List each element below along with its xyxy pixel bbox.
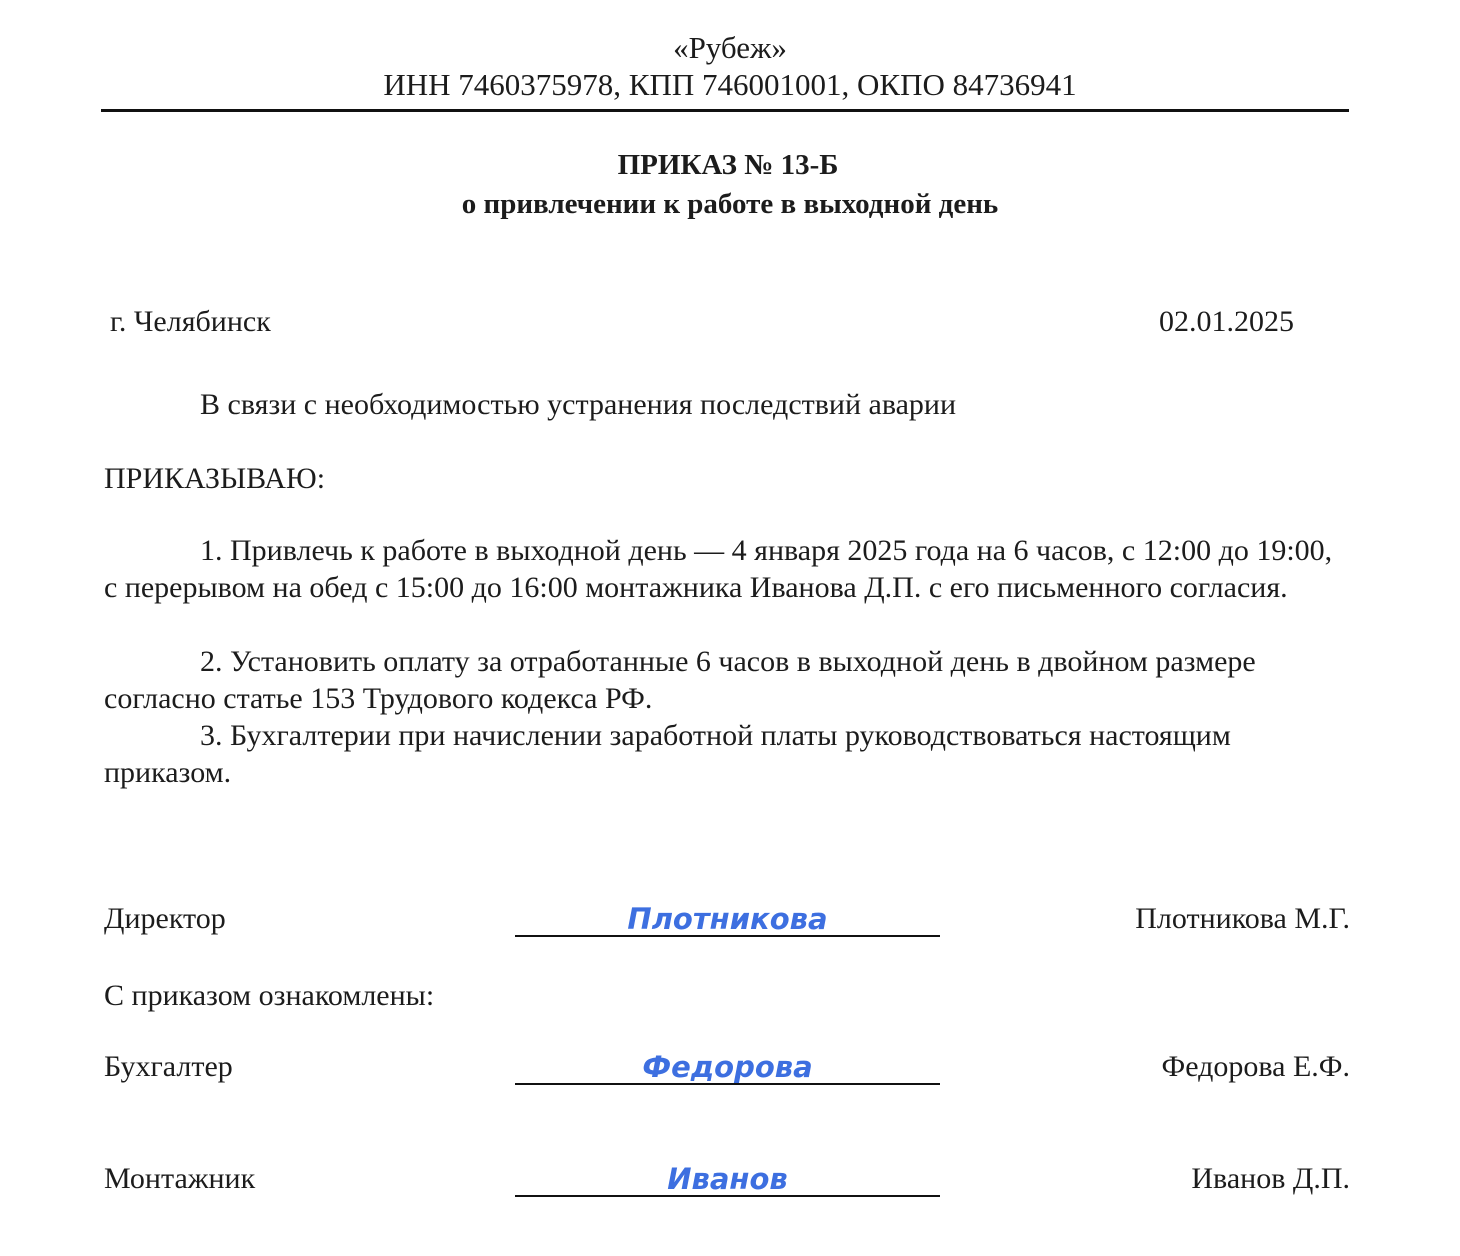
director-signature-line [515, 935, 940, 937]
accountant-name: Федорова Е.Ф. [1161, 1050, 1350, 1083]
acknowledged-label: С приказом ознакомлены: [104, 979, 435, 1012]
header-divider [101, 109, 1349, 112]
organization-name: «Рубеж» [673, 30, 787, 65]
director-role: Директор [104, 902, 226, 935]
director-handwritten-signature: Плотникова [627, 902, 828, 936]
document-title: ПРИКАЗ № 13-Б [617, 149, 839, 181]
accountant-handwritten-signature: Федорова [642, 1050, 813, 1084]
director-name: Плотникова М.Г. [1135, 902, 1350, 935]
installer-signature-line [515, 1195, 940, 1197]
installer-handwritten-signature: Иванов [667, 1162, 788, 1196]
installer-role: Монтажник [104, 1162, 256, 1195]
accountant-role: Бухгалтер [104, 1050, 233, 1083]
accountant-signature-line [515, 1083, 940, 1085]
document-subtitle: о привлечении к работе в выходной день [461, 188, 999, 220]
document-preamble: В связи с необходимостью устранения последствий аварии [200, 388, 957, 421]
document-date: 02.01.2025 [1159, 305, 1294, 338]
order-item-3: 3. Бухгалтерии при начислении заработной платы руководствоваться настоящим приказом. [104, 719, 1231, 789]
order-item-1: 1. Привлечь к работе в выходной день — 4 января 2025 года на 6 часов, с 12:00 до 19:00, с перерывом на обед с 15:00 до 16:00 монтажника Иванова Д.П. с его письменного согласия. [104, 534, 1333, 604]
installer-name: Иванов Д.П. [1191, 1162, 1350, 1195]
order-item-2: 2. Установить оплату за отработанные 6 часов в выходной день в двойном размере согласно статье 153 Трудового кодекса РФ. [104, 645, 1256, 715]
document-city: г. Челябинск [110, 305, 271, 338]
order-heading: ПРИКАЗЫВАЮ: [104, 462, 326, 495]
organization-codes: ИНН 7460375978, КПП 746001001, ОКПО 84736941 [383, 67, 1077, 102]
